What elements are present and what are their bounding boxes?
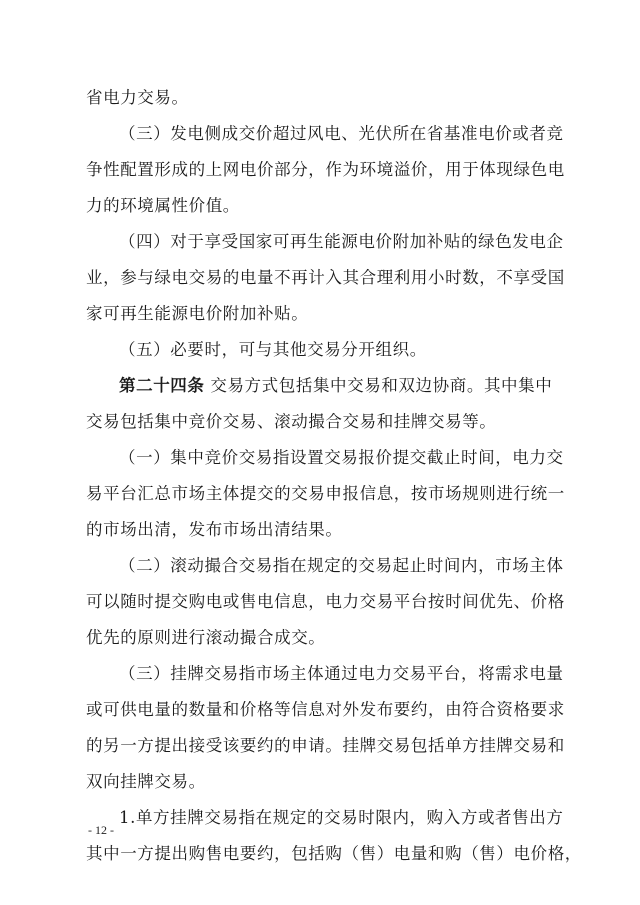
- text-line-15: 可以随时提交购电或售电信息，电力交易平台按时间优先、价格: [86, 592, 565, 611]
- text-line-10: 交易包括集中竞价交易、滚动撮合交易和挂牌交易等。: [86, 412, 497, 431]
- text-line-21: 1.单方挂牌交易指在规定的交易时限内，购入方或者售出方: [119, 808, 564, 827]
- text-line-3: 争性配置形成的上网电价部分，作为环境溢价，用于体现绿色电: [86, 160, 565, 179]
- text-line-22: 其中一方提出购售电要约，包括购（售）电量和购（售）电价格，: [86, 844, 582, 863]
- text-line-7: 家可再生能源电价附加补贴。: [86, 304, 309, 323]
- text-line-6: 业，参与绿电交易的电量不再计入其合理利用小时数，不享受国: [86, 268, 565, 287]
- text-line-13: 的市场出清，发布市场出清结果。: [86, 520, 343, 539]
- text-line-12: 易平台汇总市场主体提交的交易申报信息，按市场规则进行统一: [86, 484, 565, 503]
- text-line-4: 力的环境属性价值。: [86, 196, 240, 215]
- article-heading-line: [86, 368, 560, 404]
- page-number: - 12 -: [88, 823, 114, 837]
- text-line-14: （二）滚动撮合交易指在规定的交易起止时间内，市场主体: [119, 556, 564, 575]
- text-line-16: 优先的原则进行滚动撮合成交。: [86, 628, 326, 647]
- text-line-5: （四）对于享受国家可再生能源电价附加补贴的绿色发电企: [119, 232, 564, 251]
- text-line-2: （三）发电侧成交价超过风电、光伏所在省基准电价或者竞: [119, 124, 564, 143]
- text-line-8: （五）必要时，可与其他交易分开组织。: [119, 340, 427, 359]
- text-line-1: 省电力交易。: [86, 88, 189, 107]
- text-line-17: （三）挂牌交易指市场主体通过电力交易平台，将需求电量: [119, 664, 564, 683]
- document-body: [86, 80, 582, 872]
- text-line-20: 双向挂牌交易。: [86, 772, 206, 791]
- text-line-11: （一）集中竞价交易指设置交易报价提交截止时间，电力交: [119, 448, 564, 467]
- text-line-18: 或可供电量的数量和价格等信息对外发布要约，由符合资格要求: [86, 700, 565, 719]
- article-text: 交易方式包括集中交易和双边协商。其中集中: [204, 376, 553, 395]
- text-line-19: 的另一方提出接受该要约的申请。挂牌交易包括单方挂牌交易和: [86, 736, 565, 755]
- article-title: 第二十四条: [119, 376, 205, 395]
